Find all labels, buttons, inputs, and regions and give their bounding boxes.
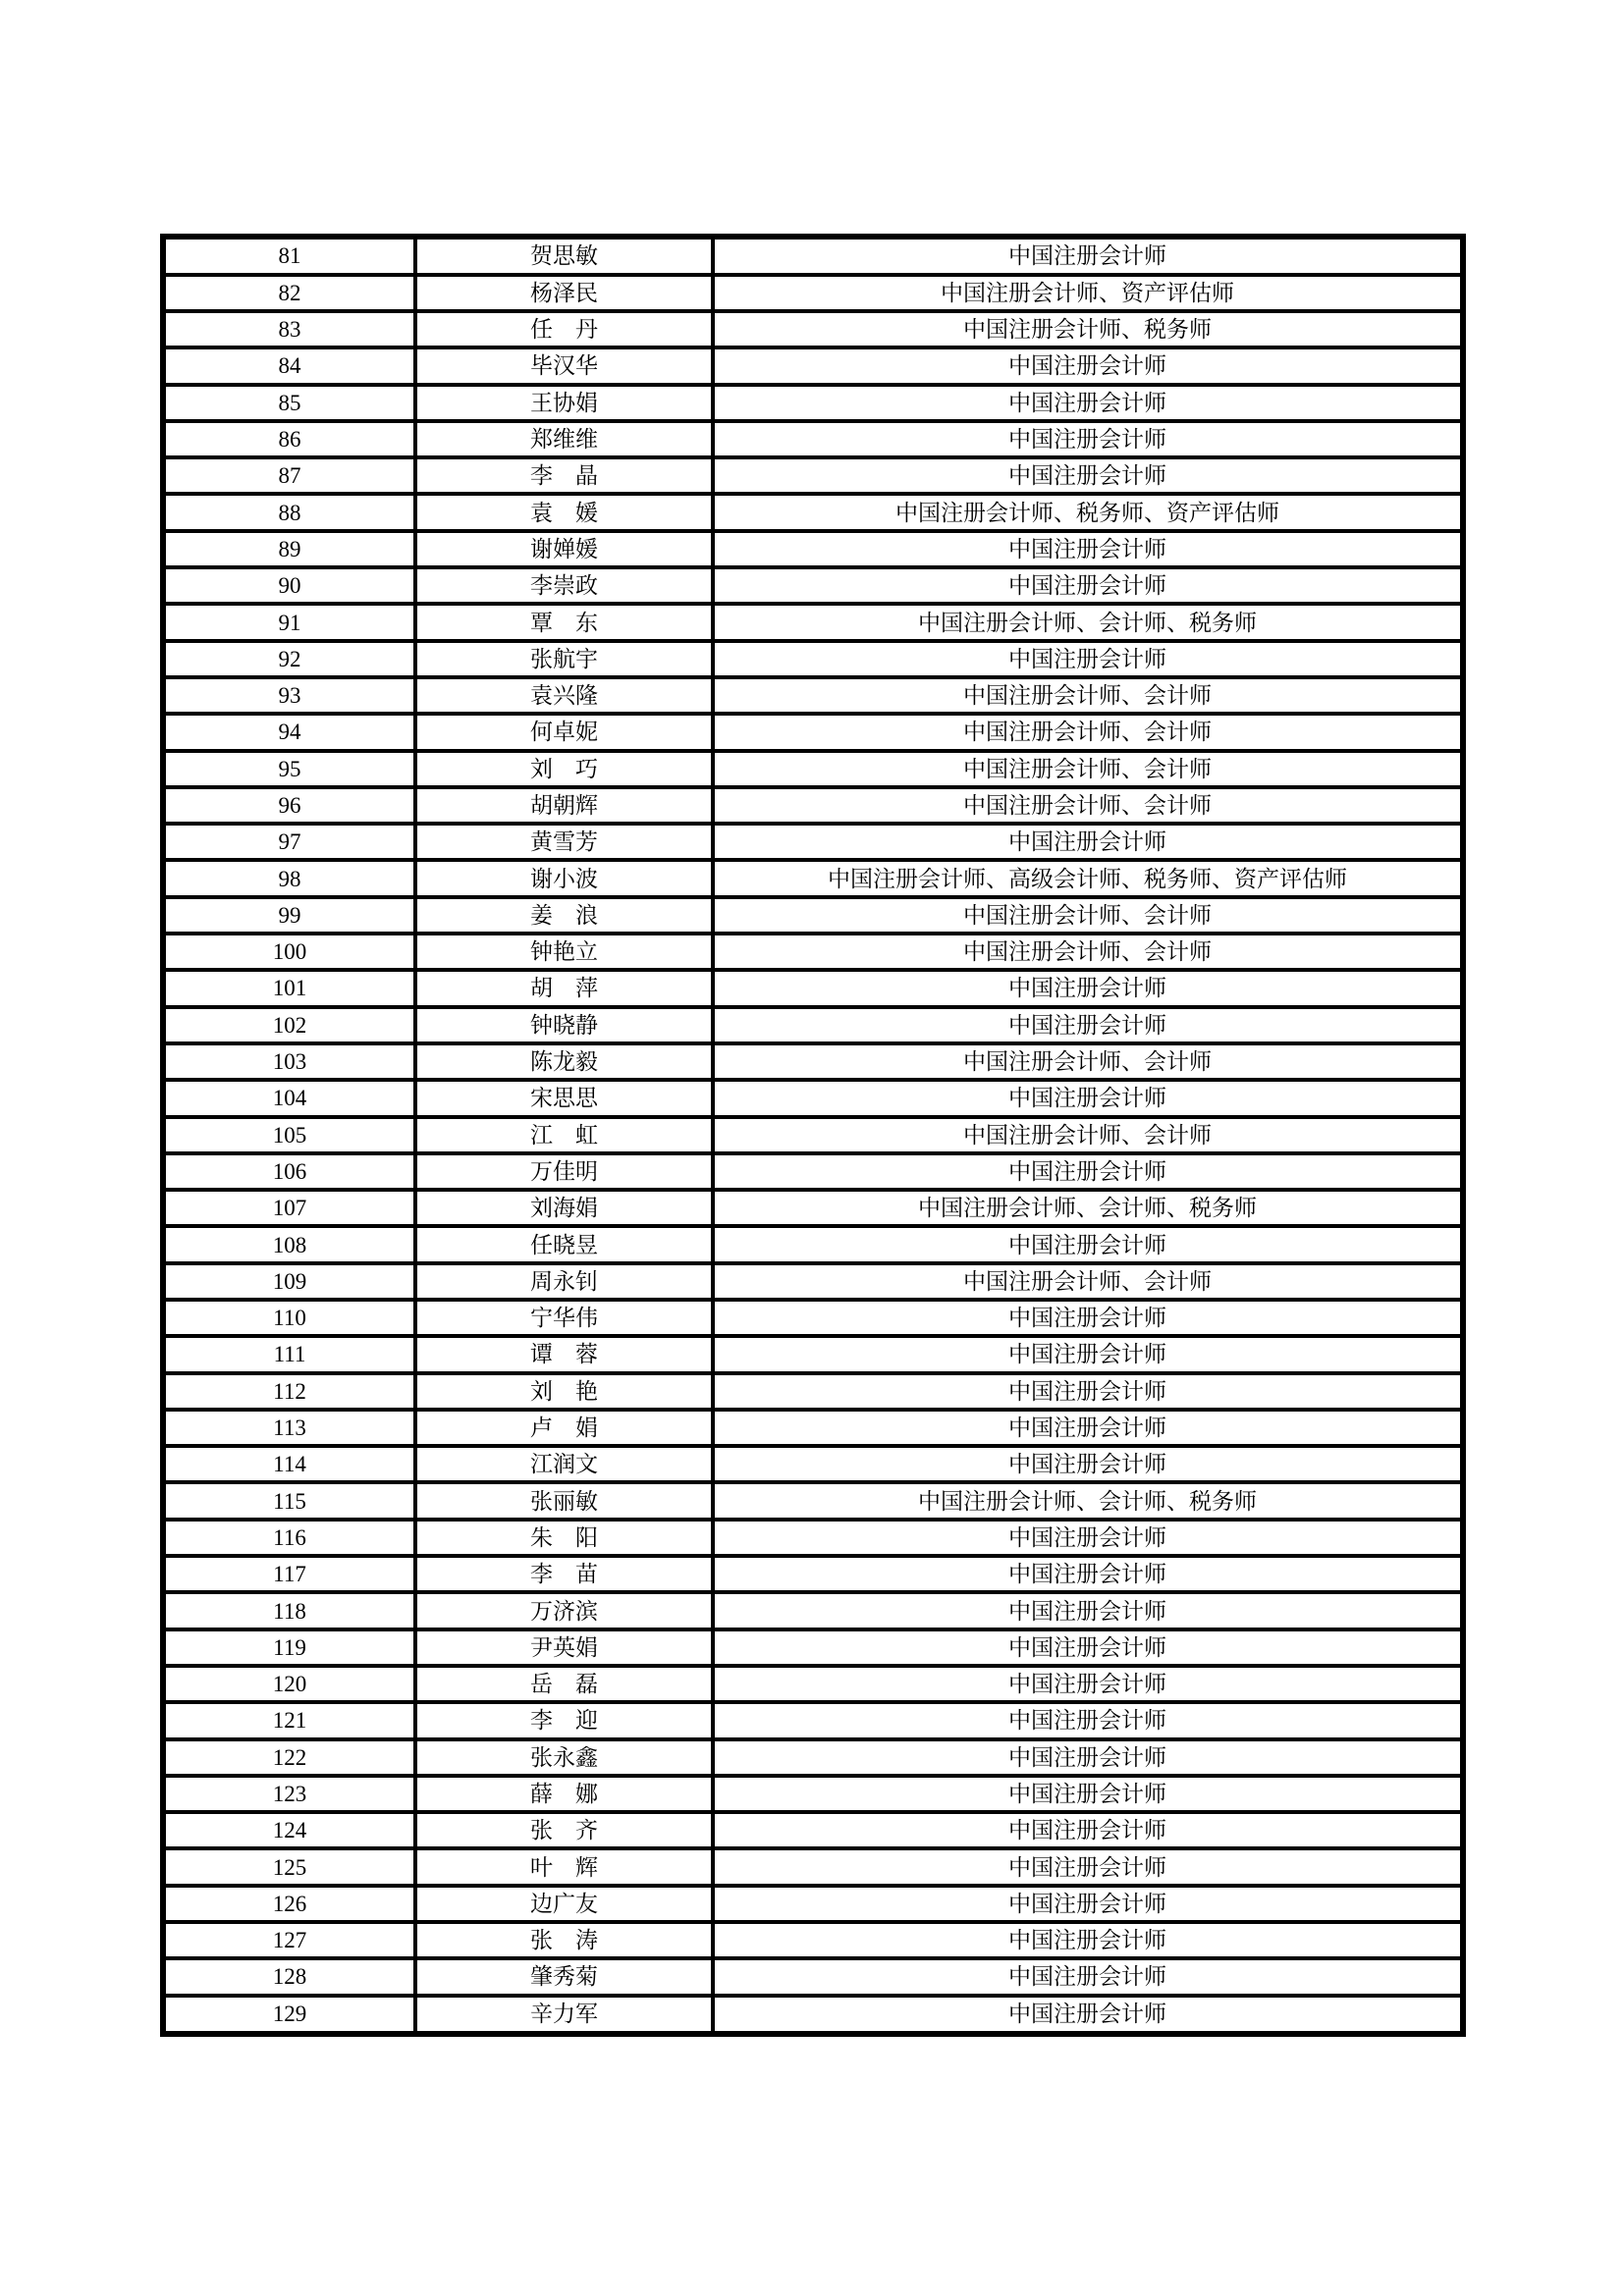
member-name-cell: 朱 阳	[415, 1520, 713, 1556]
row-number-cell: 103	[163, 1043, 415, 1080]
table-row	[163, 347, 1463, 384]
row-number-cell: 117	[163, 1556, 415, 1592]
member-name-cell: 谭 蓉	[415, 1336, 713, 1372]
member-name-cell: 任 丹	[415, 311, 713, 347]
row-number-cell: 96	[163, 787, 415, 824]
member-titles-cell: 中国注册会计师	[713, 1848, 1463, 1885]
table-row	[163, 1446, 1463, 1482]
table-row	[163, 567, 1463, 604]
member-name-cell: 张永鑫	[415, 1739, 713, 1776]
member-name-cell: 李崇政	[415, 567, 713, 604]
member-titles-cell: 中国注册会计师	[713, 1410, 1463, 1446]
member-titles-cell: 中国注册会计师、高级会计师、税务师、资产评估师	[713, 860, 1463, 896]
member-name-cell: 李 晶	[415, 457, 713, 494]
table-row	[163, 1117, 1463, 1153]
member-titles-cell: 中国注册会计师	[713, 567, 1463, 604]
row-number-cell: 90	[163, 567, 415, 604]
member-titles-cell: 中国注册会计师	[713, 970, 1463, 1006]
row-number-cell: 111	[163, 1336, 415, 1372]
row-number-cell: 120	[163, 1666, 415, 1702]
member-name-cell: 尹英娟	[415, 1629, 713, 1666]
member-titles-cell: 中国注册会计师	[713, 347, 1463, 384]
member-roster-table	[160, 234, 1466, 2037]
member-name-cell: 郑维维	[415, 421, 713, 457]
member-name-cell: 谢小波	[415, 860, 713, 896]
member-name-cell: 黄雪芳	[415, 824, 713, 860]
member-name-cell: 卢 娟	[415, 1410, 713, 1446]
row-number-cell: 119	[163, 1629, 415, 1666]
row-number-cell: 126	[163, 1886, 415, 1922]
row-number-cell: 91	[163, 604, 415, 640]
table-row	[163, 1226, 1463, 1262]
member-titles-cell: 中国注册会计师	[713, 1446, 1463, 1482]
member-titles-cell: 中国注册会计师	[713, 457, 1463, 494]
table-row	[163, 1007, 1463, 1043]
member-name-cell: 张丽敏	[415, 1482, 713, 1519]
member-name-cell: 李 苗	[415, 1556, 713, 1592]
member-name-cell: 李 迎	[415, 1702, 713, 1738]
row-number-cell: 99	[163, 897, 415, 934]
member-titles-cell: 中国注册会计师	[713, 1922, 1463, 1958]
table-row	[163, 934, 1463, 970]
member-name-cell: 辛力军	[415, 1996, 713, 2034]
member-titles-cell: 中国注册会计师、税务师、资产评估师	[713, 494, 1463, 530]
table-row	[163, 531, 1463, 567]
table-row	[163, 1702, 1463, 1738]
row-number-cell: 100	[163, 934, 415, 970]
member-titles-cell: 中国注册会计师	[713, 1300, 1463, 1336]
row-number-cell: 121	[163, 1702, 415, 1738]
member-name-cell: 胡朝辉	[415, 787, 713, 824]
row-number-cell: 106	[163, 1153, 415, 1190]
member-name-cell: 边广友	[415, 1886, 713, 1922]
table-row	[163, 677, 1463, 714]
member-titles-cell: 中国注册会计师、会计师	[713, 787, 1463, 824]
member-name-cell: 叶 辉	[415, 1848, 713, 1885]
row-number-cell: 124	[163, 1812, 415, 1848]
table-row	[163, 1958, 1463, 1995]
member-titles-cell: 中国注册会计师	[713, 1996, 1463, 2034]
member-titles-cell: 中国注册会计师	[713, 1080, 1463, 1116]
member-titles-cell: 中国注册会计师	[713, 1629, 1463, 1666]
table-row	[163, 1666, 1463, 1702]
table-row	[163, 970, 1463, 1006]
table-row	[163, 714, 1463, 750]
member-name-cell: 张 齐	[415, 1812, 713, 1848]
row-number-cell: 107	[163, 1190, 415, 1226]
row-number-cell: 115	[163, 1482, 415, 1519]
member-name-cell: 王协娟	[415, 385, 713, 421]
row-number-cell: 105	[163, 1117, 415, 1153]
row-number-cell: 83	[163, 311, 415, 347]
member-name-cell: 姜 浪	[415, 897, 713, 934]
table-row	[163, 1373, 1463, 1410]
member-name-cell: 薛 娜	[415, 1776, 713, 1812]
member-titles-cell: 中国注册会计师、会计师	[713, 714, 1463, 750]
table-row	[163, 604, 1463, 640]
table-row	[163, 1520, 1463, 1556]
member-titles-cell: 中国注册会计师、会计师	[713, 897, 1463, 934]
row-number-cell: 89	[163, 531, 415, 567]
member-titles-cell: 中国注册会计师、会计师	[713, 751, 1463, 787]
row-number-cell: 92	[163, 641, 415, 677]
table-row	[163, 1336, 1463, 1372]
member-titles-cell: 中国注册会计师、资产评估师	[713, 275, 1463, 311]
member-titles-cell: 中国注册会计师	[713, 1336, 1463, 1372]
member-name-cell: 谢婵媛	[415, 531, 713, 567]
table-row	[163, 311, 1463, 347]
table-row	[163, 1410, 1463, 1446]
row-number-cell: 118	[163, 1592, 415, 1629]
table-row	[163, 1263, 1463, 1300]
member-name-cell: 袁兴隆	[415, 677, 713, 714]
member-titles-cell: 中国注册会计师	[713, 1153, 1463, 1190]
table-row	[163, 1592, 1463, 1629]
member-titles-cell: 中国注册会计师	[713, 1886, 1463, 1922]
member-titles-cell: 中国注册会计师	[713, 1373, 1463, 1410]
table-row	[163, 1922, 1463, 1958]
member-titles-cell: 中国注册会计师	[713, 1812, 1463, 1848]
table-row	[163, 1190, 1463, 1226]
member-name-cell: 万佳明	[415, 1153, 713, 1190]
table-row	[163, 385, 1463, 421]
member-name-cell: 胡 萍	[415, 970, 713, 1006]
member-titles-cell: 中国注册会计师	[713, 1776, 1463, 1812]
row-number-cell: 87	[163, 457, 415, 494]
row-number-cell: 116	[163, 1520, 415, 1556]
table-row	[163, 421, 1463, 457]
member-name-cell: 何卓妮	[415, 714, 713, 750]
table-row	[163, 1812, 1463, 1848]
table-row	[163, 1043, 1463, 1080]
member-titles-cell: 中国注册会计师	[713, 421, 1463, 457]
member-name-cell: 刘 巧	[415, 751, 713, 787]
member-titles-cell: 中国注册会计师	[713, 824, 1463, 860]
member-name-cell: 覃 东	[415, 604, 713, 640]
table-row	[163, 641, 1463, 677]
table-row	[163, 1739, 1463, 1776]
member-titles-cell: 中国注册会计师	[713, 531, 1463, 567]
member-titles-cell: 中国注册会计师、会计师	[713, 1263, 1463, 1300]
member-titles-cell: 中国注册会计师	[713, 1007, 1463, 1043]
table-row	[163, 1776, 1463, 1812]
member-name-cell: 任晓昱	[415, 1226, 713, 1262]
row-number-cell: 127	[163, 1922, 415, 1958]
member-name-cell: 张航宇	[415, 641, 713, 677]
member-titles-cell: 中国注册会计师、会计师	[713, 1043, 1463, 1080]
table-row	[163, 751, 1463, 787]
member-titles-cell: 中国注册会计师	[713, 1739, 1463, 1776]
member-titles-cell: 中国注册会计师	[713, 237, 1463, 275]
member-name-cell: 袁 媛	[415, 494, 713, 530]
row-number-cell: 84	[163, 347, 415, 384]
member-titles-cell: 中国注册会计师、会计师	[713, 677, 1463, 714]
member-titles-cell: 中国注册会计师	[713, 385, 1463, 421]
member-titles-cell: 中国注册会计师、税务师	[713, 311, 1463, 347]
member-name-cell: 刘海娟	[415, 1190, 713, 1226]
member-titles-cell: 中国注册会计师、会计师、税务师	[713, 1482, 1463, 1519]
row-number-cell: 97	[163, 824, 415, 860]
member-name-cell: 江 虹	[415, 1117, 713, 1153]
table-row	[163, 1886, 1463, 1922]
row-number-cell: 104	[163, 1080, 415, 1116]
member-name-cell: 刘 艳	[415, 1373, 713, 1410]
member-name-cell: 张 涛	[415, 1922, 713, 1958]
table-row	[163, 897, 1463, 934]
member-titles-cell: 中国注册会计师	[713, 1666, 1463, 1702]
row-number-cell: 95	[163, 751, 415, 787]
member-titles-cell: 中国注册会计师	[713, 1592, 1463, 1629]
row-number-cell: 125	[163, 1848, 415, 1885]
member-name-cell: 周永钊	[415, 1263, 713, 1300]
row-number-cell: 109	[163, 1263, 415, 1300]
table-row	[163, 1153, 1463, 1190]
member-titles-cell: 中国注册会计师	[713, 1226, 1463, 1262]
table-row	[163, 494, 1463, 530]
table-row	[163, 1080, 1463, 1116]
member-name-cell: 陈龙毅	[415, 1043, 713, 1080]
row-number-cell: 122	[163, 1739, 415, 1776]
row-number-cell: 93	[163, 677, 415, 714]
row-number-cell: 86	[163, 421, 415, 457]
member-titles-cell: 中国注册会计师	[713, 1520, 1463, 1556]
row-number-cell: 112	[163, 1373, 415, 1410]
member-name-cell: 贺思敏	[415, 237, 713, 275]
member-name-cell: 宁华伟	[415, 1300, 713, 1336]
row-number-cell: 101	[163, 970, 415, 1006]
member-titles-cell: 中国注册会计师、会计师、税务师	[713, 1190, 1463, 1226]
member-titles-cell: 中国注册会计师	[713, 1702, 1463, 1738]
member-name-cell: 毕汉华	[415, 347, 713, 384]
member-name-cell: 宋思思	[415, 1080, 713, 1116]
member-name-cell: 杨泽民	[415, 275, 713, 311]
member-name-cell: 钟晓静	[415, 1007, 713, 1043]
row-number-cell: 81	[163, 237, 415, 275]
row-number-cell: 98	[163, 860, 415, 896]
row-number-cell: 110	[163, 1300, 415, 1336]
table-row	[163, 1482, 1463, 1519]
member-name-cell: 岳 磊	[415, 1666, 713, 1702]
table-row	[163, 237, 1463, 275]
row-number-cell: 129	[163, 1996, 415, 2034]
table-row	[163, 860, 1463, 896]
member-titles-cell: 中国注册会计师	[713, 641, 1463, 677]
member-name-cell: 钟艳立	[415, 934, 713, 970]
member-titles-cell: 中国注册会计师、会计师	[713, 934, 1463, 970]
table-row	[163, 457, 1463, 494]
table-row	[163, 824, 1463, 860]
row-number-cell: 88	[163, 494, 415, 530]
row-number-cell: 102	[163, 1007, 415, 1043]
member-titles-cell: 中国注册会计师	[713, 1958, 1463, 1995]
row-number-cell: 108	[163, 1226, 415, 1262]
row-number-cell: 94	[163, 714, 415, 750]
table-row	[163, 275, 1463, 311]
member-name-cell: 肇秀菊	[415, 1958, 713, 1995]
member-name-cell: 万济滨	[415, 1592, 713, 1629]
member-titles-cell: 中国注册会计师、会计师	[713, 1117, 1463, 1153]
row-number-cell: 113	[163, 1410, 415, 1446]
row-number-cell: 123	[163, 1776, 415, 1812]
table-row	[163, 1300, 1463, 1336]
row-number-cell: 114	[163, 1446, 415, 1482]
table-row	[163, 1556, 1463, 1592]
table-row	[163, 787, 1463, 824]
row-number-cell: 128	[163, 1958, 415, 1995]
row-number-cell: 85	[163, 385, 415, 421]
table-row	[163, 1629, 1463, 1666]
members-table-body	[163, 237, 1463, 2034]
table-row	[163, 1996, 1463, 2034]
row-number-cell: 82	[163, 275, 415, 311]
member-name-cell: 江润文	[415, 1446, 713, 1482]
member-titles-cell: 中国注册会计师	[713, 1556, 1463, 1592]
member-titles-cell: 中国注册会计师、会计师、税务师	[713, 604, 1463, 640]
table-row	[163, 1848, 1463, 1885]
